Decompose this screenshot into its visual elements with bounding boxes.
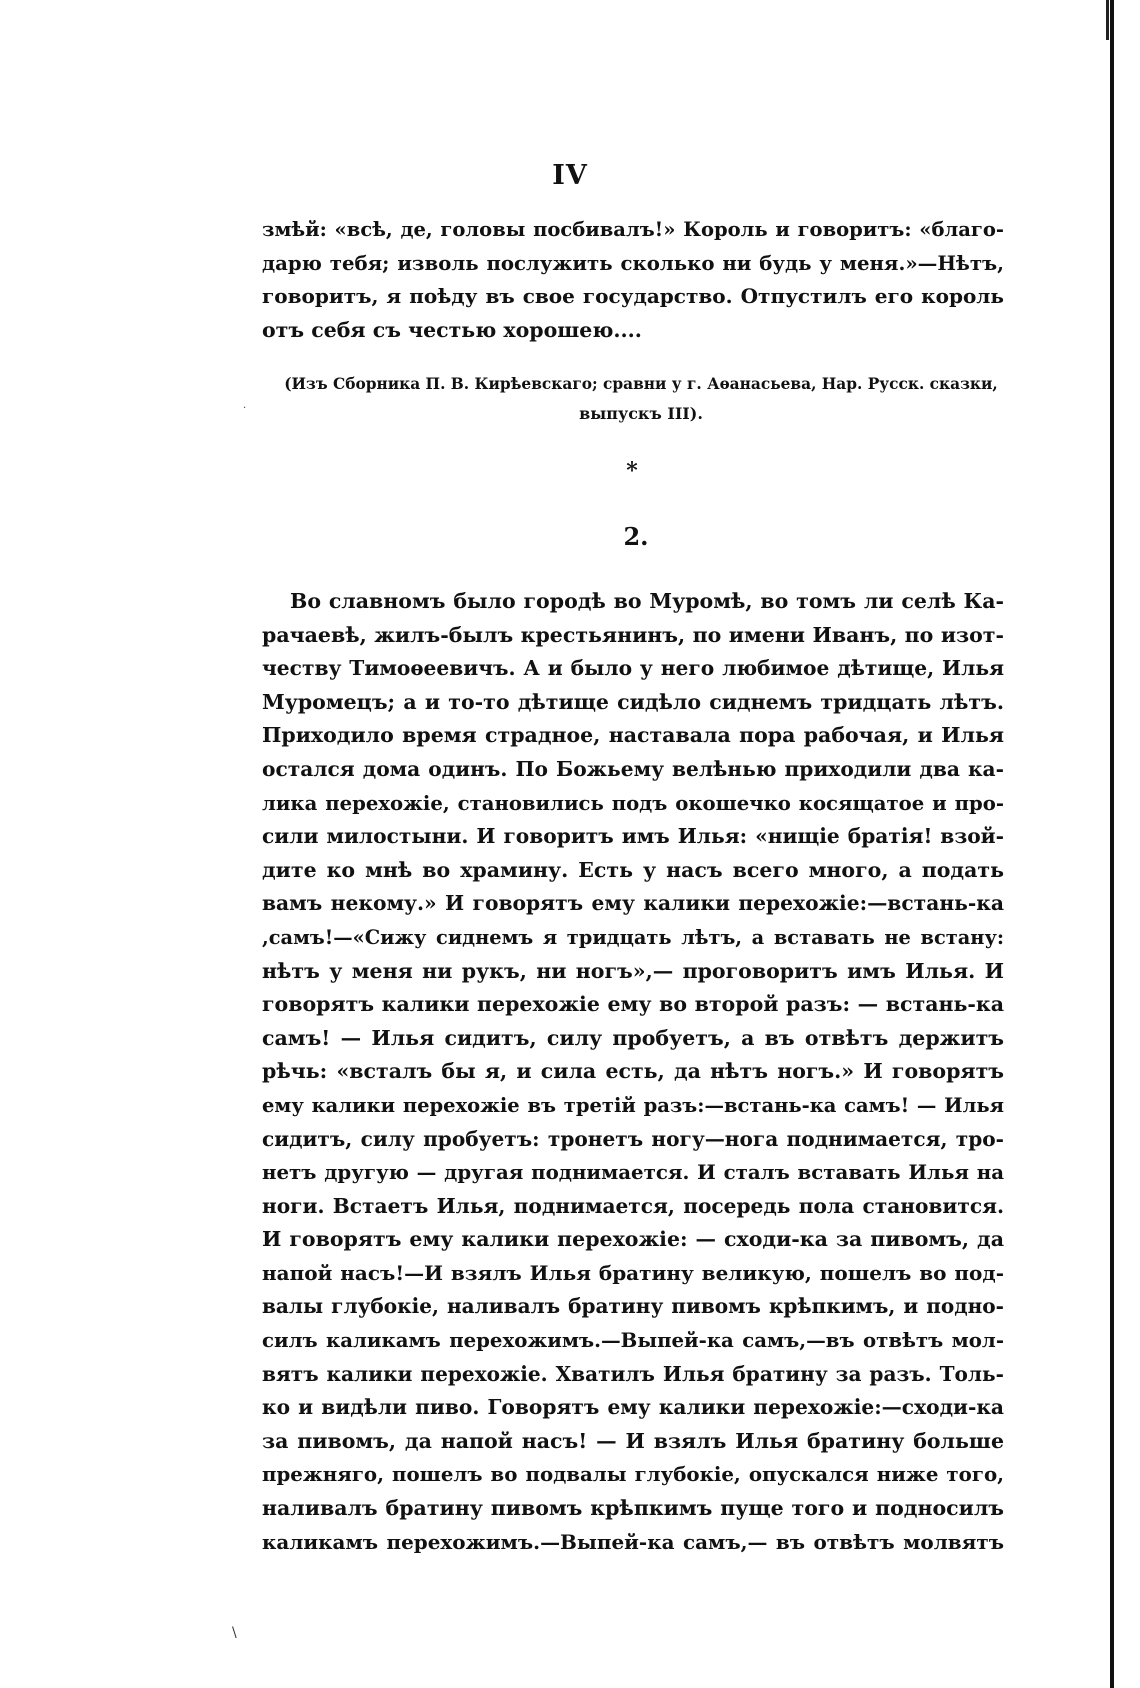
text-line: прежняго, пошелъ во подвалы глубокіе, опускался ниже того, — [262, 1462, 1004, 1487]
text-line: вятъ калики перехожіе. Хватилъ Илья братину за разъ. Толь- — [262, 1361, 1004, 1386]
main-paragraph — [262, 585, 1004, 1559]
text-line: И говорятъ ему калики перехожіе: — сходи-ка за пивомъ, да — [262, 1227, 1004, 1252]
page-edge-line — [1110, 0, 1114, 1688]
text-line: ,самъ!—«Сижу сиднемъ я тридцать лѣтъ, а вставать не встану: — [262, 925, 1004, 949]
text-line: честву Тимоѳеевичъ. А и было у него любимое дѣтище, Илья — [262, 656, 1004, 681]
stray-mark: \ — [232, 1625, 237, 1641]
text-line: дите ко мнѣ во храмину. Есть у насъ всего много, а подать — [262, 857, 1004, 882]
text-line: ему калики перехожіе въ третій разъ:—встань-ка самъ! — Илья — [262, 1093, 1004, 1117]
source-note-line: выпускъ III). — [579, 404, 703, 423]
section-number: 2. — [623, 522, 649, 551]
source-note — [280, 370, 1002, 428]
stray-dot: · — [243, 403, 247, 414]
text-line: рѣчь: «всталъ бы я, и сила есть, да нѣтъ ногъ.» И говорятъ — [262, 1059, 1004, 1084]
text-line: лика перехожіе, становились подъ окошечко косящатое и про- — [262, 791, 1004, 815]
text-line: каликамъ перехожимъ.—Выпей-ка самъ,— въ отвѣтъ молвятъ — [262, 1529, 1004, 1554]
text-line: самъ! — Илья сидитъ, силу пробуетъ, а въ отвѣтъ держитъ — [262, 1025, 1004, 1050]
text-line: змѣй: «всѣ, де, головы посбивалъ!» Король и говоритъ: «благо- — [262, 218, 1004, 241]
text-line: валы глубокіе, наливалъ братину пивомъ крѣпкимъ, и подно- — [262, 1294, 1004, 1319]
text-line: говорятъ калики перехожіе ему во второй разъ: — встань-ка — [262, 992, 1004, 1017]
text-line: сили милостыни. И говоритъ имъ Илья: «нищіе братія! взой- — [262, 824, 1004, 849]
text-line: напой насъ!—И взялъ Илья братину великую, пошелъ во под- — [262, 1260, 1004, 1285]
continuation-paragraph — [262, 213, 1004, 347]
text-line: ко и видѣли пиво. Говорятъ ему калики перехожіе:—сходи-ка — [262, 1395, 1004, 1420]
text-line: говоритъ, я поѣду въ свое государство. Отпустилъ его король — [262, 284, 1004, 309]
text-line: за пивомъ, да напой насъ! — И взялъ Илья братину больше — [262, 1428, 1004, 1453]
page-edge-shadow — [1106, 0, 1109, 40]
text-line: сидитъ, силу пробуетъ: тронетъ ногу—нога поднимается, тро- — [262, 1126, 1004, 1151]
text-line: Во славномъ было городѣ во Муромѣ, во томъ ли селѣ Ка- — [290, 589, 1004, 613]
source-note-line: (Изъ Сборника П. В. Кирѣевскаго; сравни у г. Аѳанасьева, Нар. Русск. сказки, — [284, 375, 998, 393]
text-line: нетъ другую — другая поднимается. И сталъ вставать Илья на — [262, 1160, 1004, 1185]
text-line: Муромецъ; а и то-то дѣтище сидѣло сиднемъ тридцать лѣтъ. — [262, 689, 1004, 714]
text-line: рачаевѣ, жилъ-былъ крестьянинъ, по имени Иванъ, по изот- — [262, 622, 1004, 647]
text-line: вамъ некому.» И говорятъ ему калики перехожіе:—встань-ка — [262, 891, 1004, 916]
text-line: Приходило время страдное, наставала пора рабочая, и Илья — [262, 723, 1004, 748]
text-line: дарю тебя; изволь послужить сколько ни будь у меня.»—Нѣтъ, — [262, 250, 1004, 275]
page-number: IV — [552, 160, 588, 191]
text-line: силъ каликамъ перехожимъ.—Выпей-ка самъ,—въ отвѣтъ мол- — [262, 1328, 1004, 1353]
text-line: наливалъ братину пивомъ крѣпкимъ пуще того и подносилъ — [262, 1496, 1004, 1521]
text-line: отъ себя съ честью хорошею.... — [262, 317, 642, 342]
divider-star: * — [626, 458, 638, 484]
text-line: остался дома одинъ. По Божьему велѣнью приходили два ка- — [262, 756, 1004, 781]
text-line: ноги. Встаетъ Илья, поднимается, посередь пола становится. — [262, 1193, 1004, 1218]
text-line: нѣтъ у меня ни рукъ, ни ногъ»,— проговоритъ имъ Илья. И — [262, 958, 1004, 983]
